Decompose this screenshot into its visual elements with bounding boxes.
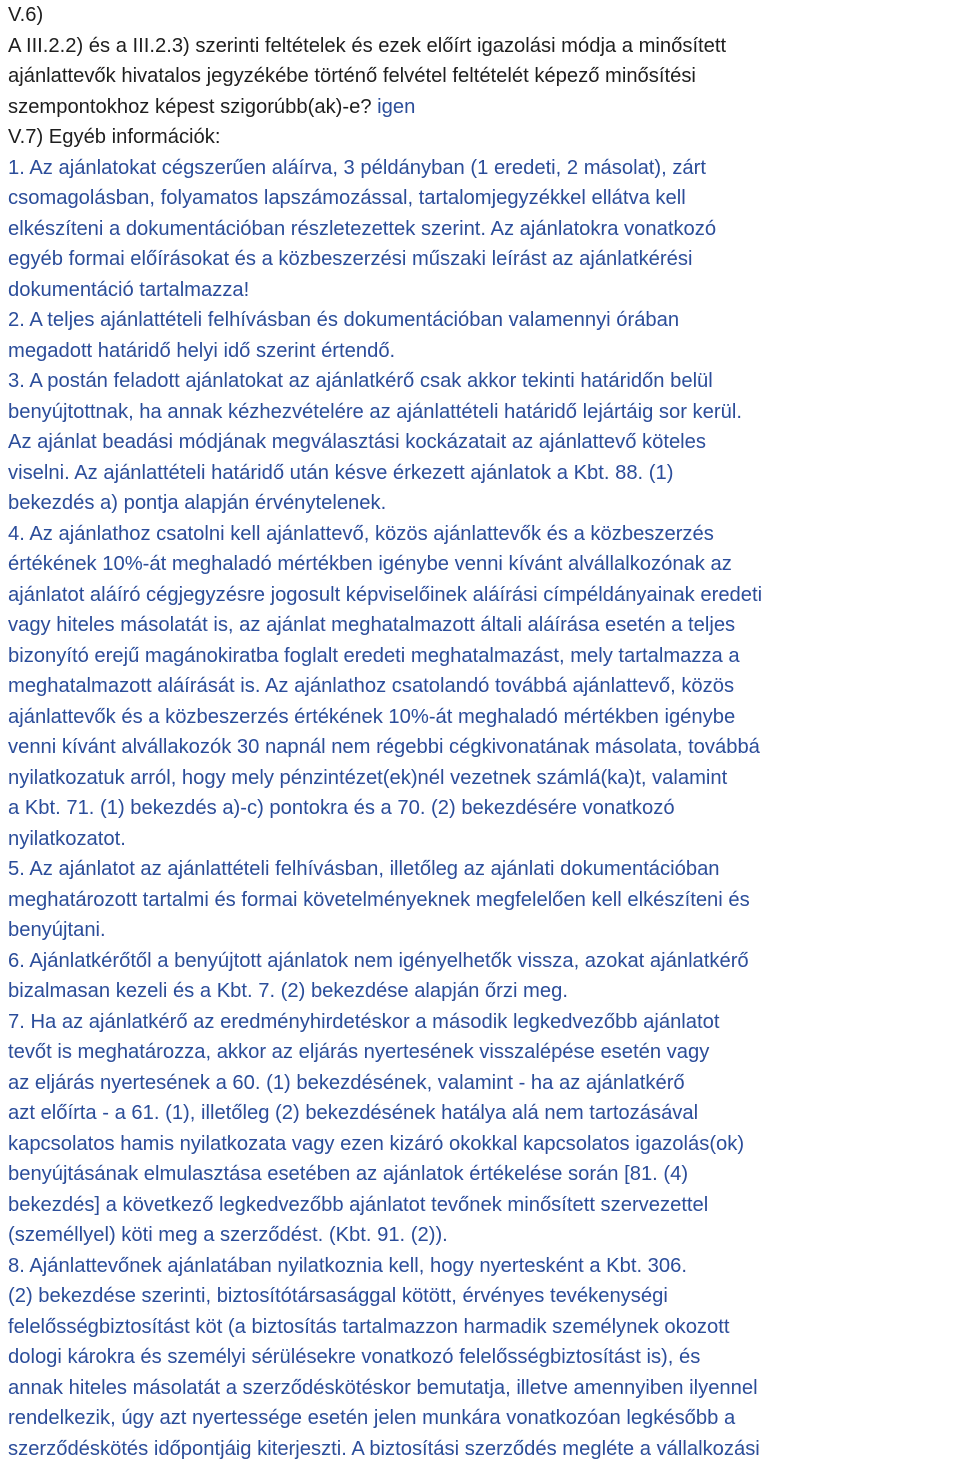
text-line <box>8 122 956 153</box>
highlighted-text: benyújtásának elmulasztása esetében az ajánlatok értékelése során [81. (4) <box>8 1163 688 1185</box>
highlighted-text: meghatalmazott aláírását is. Az ajánlathoz csatolandó továbbá ajánlattevő, közös <box>8 675 734 697</box>
text-line <box>8 1190 956 1221</box>
highlighted-text: 7. Ha az ajánlatkérő az eredményhirdetéskor a második legkedvezőbb ajánlatot <box>8 1011 719 1033</box>
text-line <box>8 763 956 794</box>
highlighted-text: megadott határidő helyi idő szerint értendő. <box>8 340 395 362</box>
text-line <box>8 854 956 885</box>
highlighted-text: 8. Ajánlattevőnek ajánlatában nyilatkoznia kell, hogy nyertesként a Kbt. 306. <box>8 1255 687 1277</box>
highlighted-text: annak hiteles másolatát a szerződéskötéskor bemutatja, illetve amennyiben ilyennel <box>8 1377 758 1399</box>
highlighted-text: 3. A postán feladott ajánlatokat az ajánlatkérő csak akkor tekinti határidőn belül <box>8 370 713 392</box>
plain-text: V.6) <box>8 4 43 26</box>
text-line <box>8 153 956 184</box>
highlighted-text: (2) bekezdése szerinti, biztosítótársasággal kötött, érvényes tevékenységi <box>8 1285 668 1307</box>
highlighted-text: nyilatkozatuk arról, hogy mely pénzintézet(ek)nél vezetnek számlá(ka)t, valamint <box>8 767 727 789</box>
plain-text: szempontokhoz képest szigorúbb(ak)-e? <box>8 96 377 118</box>
text-line <box>8 305 956 336</box>
highlighted-text: 2. A teljes ajánlattételi felhívásban és dokumentációban valamennyi órában <box>8 309 679 331</box>
text-line <box>8 519 956 550</box>
highlighted-text: igen <box>377 96 415 118</box>
document-body <box>8 0 956 1464</box>
text-line <box>8 580 956 611</box>
plain-text: A III.2.2) és a III.2.3) szerinti feltételek és ezek előírt igazolási módja a minősített <box>8 35 726 57</box>
plain-text: V.7) Egyéb információk: <box>8 126 220 148</box>
highlighted-text: Az ajánlat beadási módjának megválasztási kockázatait az ajánlattevő köteles <box>8 431 706 453</box>
text-line <box>8 244 956 275</box>
highlighted-text: felelősségbiztosítást köt (a biztosítás tartalmazzon harmadik személynek okozott <box>8 1316 729 1338</box>
text-line <box>8 1068 956 1099</box>
text-line <box>8 1342 956 1373</box>
highlighted-text: dokumentáció tartalmazza! <box>8 279 249 301</box>
text-line <box>8 0 956 31</box>
plain-text: ajánlattevők hivatalos jegyzékébe történő felvétel feltételét képező minősítési <box>8 65 696 87</box>
highlighted-text: 5. Az ajánlatot az ajánlattételi felhívásban, illetőleg az ajánlati dokumentációban <box>8 858 720 880</box>
text-line <box>8 1251 956 1282</box>
highlighted-text: ajánlattevők és a közbeszerzés értékének 10%-át meghaladó mértékben igénybe <box>8 706 735 728</box>
highlighted-text: 4. Az ajánlathoz csatolni kell ajánlattevő, közös ajánlattevők és a közbeszerzés <box>8 523 714 545</box>
text-line <box>8 31 956 62</box>
text-line <box>8 183 956 214</box>
highlighted-text: elkészíteni a dokumentációban részletezettek szerint. Az ajánlatokra vonatkozó <box>8 218 716 240</box>
highlighted-text: bekezdés a) pontja alapján érvénytelenek. <box>8 492 386 514</box>
text-line <box>8 1220 956 1251</box>
text-line <box>8 427 956 458</box>
highlighted-text: meghatározott tartalmi és formai követelményeknek megfelelően kell elkészíteni és <box>8 889 750 911</box>
text-line <box>8 1403 956 1434</box>
text-line <box>8 1312 956 1343</box>
highlighted-text: egyéb formai előírásokat és a közbeszerzési műszaki leírást az ajánlatkérési <box>8 248 692 270</box>
highlighted-text: benyújtottnak, ha annak kézhezvételére az ajánlattételi határidő lejártáig sor kerül. <box>8 401 742 423</box>
highlighted-text: (személlyel) köti meg a szerződést. (Kbt. 91. (2)). <box>8 1224 448 1246</box>
text-line <box>8 1159 956 1190</box>
text-line <box>8 214 956 245</box>
highlighted-text: csomagolásban, folyamatos lapszámozással, tartalomjegyzékkel ellátva kell <box>8 187 686 209</box>
text-line <box>8 1434 956 1464</box>
highlighted-text: vagy hiteles másolatát is, az ajánlat meghatalmazott általi aláírása esetén a teljes <box>8 614 735 636</box>
highlighted-text: bekezdés] a következő legkedvezőbb ajánlatot tevőnek minősített szervezettel <box>8 1194 708 1216</box>
text-line <box>8 915 956 946</box>
text-line <box>8 1037 956 1068</box>
text-line <box>8 1281 956 1312</box>
text-line <box>8 1129 956 1160</box>
text-line <box>8 976 956 1007</box>
highlighted-text: azt előírta - a 61. (1), illetőleg (2) bekezdésének hatálya alá nem tartozásával <box>8 1102 698 1124</box>
highlighted-text: 1. Az ajánlatokat cégszerűen aláírva, 3 példányban (1 eredeti, 2 másolat), zárt <box>8 157 706 179</box>
highlighted-text: tevőt is meghatározza, akkor az eljárás nyertesének visszalépése esetén vagy <box>8 1041 709 1063</box>
text-line <box>8 1007 956 1038</box>
highlighted-text: rendelkezik, úgy azt nyertessége esetén jelen munkára vonatkozóan legkésőbb a <box>8 1407 735 1429</box>
text-line <box>8 1373 956 1404</box>
text-line <box>8 824 956 855</box>
text-line <box>8 92 956 123</box>
highlighted-text: kapcsolatos hamis nyilatkozata vagy ezen kizáró okokkal kapcsolatos igazolás(ok) <box>8 1133 744 1155</box>
text-line <box>8 366 956 397</box>
highlighted-text: 6. Ajánlatkérőtől a benyújtott ajánlatok nem igényelhetők vissza, azokat ajánlatkérő <box>8 950 749 972</box>
text-line <box>8 61 956 92</box>
highlighted-text: szerződéskötés időpontjáig kiterjeszti. A biztosítási szerződés megléte a vállalkozási <box>8 1438 760 1460</box>
highlighted-text: ajánlatot aláíró cégjegyzésre jogosult képviselőinek aláírási címpéldányainak eredeti <box>8 584 762 606</box>
highlighted-text: viselni. Az ajánlattételi határidő után késve érkezett ajánlatok a Kbt. 88. (1) <box>8 462 673 484</box>
text-line <box>8 671 956 702</box>
highlighted-text: nyilatkozatot. <box>8 828 126 850</box>
highlighted-text: benyújtani. <box>8 919 106 941</box>
highlighted-text: a Kbt. 71. (1) bekezdés a)-c) pontokra és a 70. (2) bekezdésére vonatkozó <box>8 797 675 819</box>
highlighted-text: bizonyító erejű magánokiratba foglalt eredeti meghatalmazást, mely tartalmazza a <box>8 645 740 667</box>
text-line <box>8 946 956 977</box>
text-line <box>8 793 956 824</box>
text-line <box>8 549 956 580</box>
text-line <box>8 702 956 733</box>
text-line <box>8 1098 956 1129</box>
highlighted-text: értékének 10%-át meghaladó mértékben igénybe venni kívánt alvállalkozónak az <box>8 553 732 575</box>
highlighted-text: venni kívánt alvállakozók 30 napnál nem régebbi cégkivonatának másolata, továbbá <box>8 736 760 758</box>
text-line <box>8 458 956 489</box>
text-line <box>8 885 956 916</box>
text-line <box>8 275 956 306</box>
text-line <box>8 732 956 763</box>
text-line <box>8 641 956 672</box>
text-line <box>8 397 956 428</box>
highlighted-text: dologi károkra és személyi sérülésekre vonatkozó felelősségbiztosítást is), és <box>8 1346 700 1368</box>
highlighted-text: az eljárás nyertesének a 60. (1) bekezdésének, valamint - ha az ajánlatkérő <box>8 1072 685 1094</box>
text-line <box>8 488 956 519</box>
text-line <box>8 610 956 641</box>
highlighted-text: bizalmasan kezeli és a Kbt. 7. (2) bekezdése alapján őrzi meg. <box>8 980 568 1002</box>
text-line <box>8 336 956 367</box>
